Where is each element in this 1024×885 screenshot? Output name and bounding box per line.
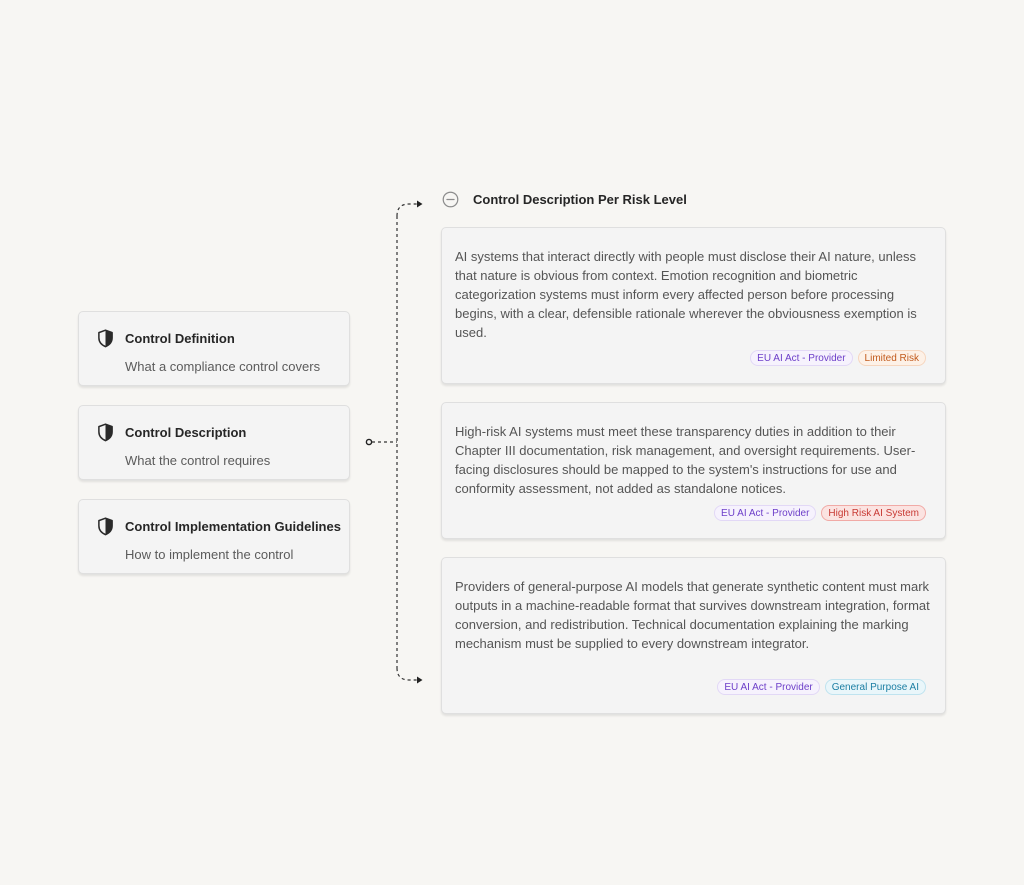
branch-connector	[360, 195, 430, 695]
card-title: Control Implementation Guidelines	[125, 519, 341, 534]
tag-eu-ai-act-provider: EU AI Act - Provider	[717, 679, 819, 695]
high-risk-description-card[interactable]	[441, 402, 946, 539]
card-subtitle: What a compliance control covers	[125, 359, 321, 374]
tag-limited-risk: Limited Risk	[858, 350, 926, 366]
shield-icon	[97, 517, 114, 536]
risk-level-group-header	[442, 189, 687, 209]
shield-icon	[97, 423, 114, 442]
limited-risk-description-card[interactable]	[441, 227, 946, 384]
tag-list	[750, 350, 926, 366]
description-text: Providers of general-purpose AI models that generate synthetic content must mark outputs in a machine-readable format that survives downstream integration, format conversion, and redistribution. Technical documentation explaining the marking mechanism must be supplied to every downstream integrator.	[455, 579, 930, 651]
arrow-right-icon	[417, 677, 423, 684]
description-text: AI systems that interact directly with people must disclose their AI nature, unless that nature is obvious from context. Emotion recognition and biometric categorization systems must inform every affected person before processing begins, with a clear, defensible rationale wherever the obviousness exemption is used.	[455, 249, 917, 340]
control-description-card[interactable]	[78, 405, 350, 480]
tag-list	[714, 505, 926, 521]
card-title: Control Description	[125, 425, 247, 440]
tag-eu-ai-act-provider: EU AI Act - Provider	[714, 505, 816, 521]
tag-high-risk-ai-system: High Risk AI System	[821, 505, 926, 521]
control-definition-card[interactable]	[78, 311, 350, 386]
shield-icon	[97, 329, 114, 348]
tag-list	[717, 679, 926, 695]
minus-circle-icon[interactable]	[442, 191, 459, 208]
description-text: High-risk AI systems must meet these transparency duties in addition to their Chapter III documentation, risk management, and oversight requirements. User-facing disclosures should be mapped to the system's instructions for use and conformity assessment, not added as standalone notices.	[455, 424, 916, 496]
arrow-right-icon	[417, 201, 423, 208]
connector-origin-dot	[366, 439, 371, 444]
tag-general-purpose-ai: General Purpose AI	[825, 679, 926, 695]
control-implementation-guidelines-card[interactable]	[78, 499, 350, 574]
group-title: Control Description Per Risk Level	[473, 191, 687, 207]
general-purpose-description-card[interactable]	[441, 557, 946, 714]
tag-eu-ai-act-provider: EU AI Act - Provider	[750, 350, 852, 366]
card-title: Control Definition	[125, 331, 235, 346]
card-subtitle: How to implement the control	[125, 547, 294, 562]
card-subtitle: What the control requires	[125, 453, 271, 468]
